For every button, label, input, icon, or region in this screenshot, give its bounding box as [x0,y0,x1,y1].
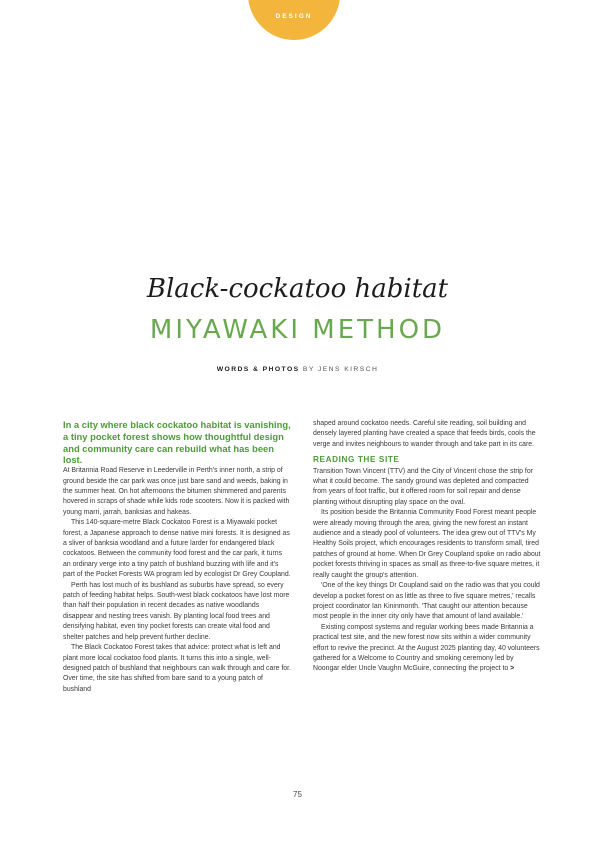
body-paragraph [313,623,541,675]
continue-arrow-icon: > [510,665,515,673]
page-number: 75 [293,790,302,799]
byline [0,366,595,373]
byline-author: BY JENS KIRSCH [302,366,379,373]
title-main: MIYAWAKI METHOD [149,315,446,345]
body-paragraph: This 140-square-metre Black Cockatoo Forest is a Miyawaki pocket forest, a Japanese approach to dense native mini forests. It is designed as a sliver of banksia woodland and a future larder for endangered black cockatoos. Between the community food forest and the car park, it turns an ordinary verge into a tiny patch of bushland buzzing with life and it's part of the Pocket Forests WA program led by ecologist Dr Grey Coupland. [63,519,291,579]
section-heading: READING THE SITE [313,455,400,465]
body-paragraph: The Black Cockatoo Forest takes that advice: protect what is left and plant more local cockatoo food plants. It turns this into a single, well-designed patch of bushland that neighbours can walk through and care for. Over time, the site has shifted from bare sand to a young patch of bushland [63,644,291,693]
title-script: Black-cockatoo habitat [146,274,449,304]
body-paragraph: 'One of the key things Dr Coupland said on the radio was that you could develop a pocket forest on as little as three to five square metres,' recalls project coordinator Ian Kininmonth. 'That caught our attention because most people in the inner city only have that amount of land available.' [313,582,540,621]
column-left [63,419,291,695]
body-paragraph: Perth has lost much of its bushland as suburbs have spread, so every patch of feeding habitat helps. South-west black cockatoos have lost more than half their population in recent decades as native woodlands disappear and nesting trees vanish. By planting local food trees and densifying habitat, even tiny pocket forests can create vital food and shelter patches and help prevent further decline. [63,581,290,641]
section-tab-circle [248,0,340,40]
body-paragraph: At Britannia Road Reserve in Leederville in Perth's inner north, a strip of ground beside the car park was once just bare sand and weeds, baking in the summer heat. On hot afternoons the bitumen shimmered and parents hovered in scraps of shade while kids rode scooters. Now it is packed with young marri, jarrah, banksias and hakeas. [63,467,290,516]
column-right [313,419,541,675]
body-paragraph-text: Existing compost systems and regular working bees made Britannia a practical test site, and the new forest now sits within a wider community effort to revive the precinct. At the August 2025 planting day, 40 volunteers gathered for a Welcome to Country and smoking ceremony led by Noongar elder Uncle Vaughn McGuire, connecting the project to [313,623,540,673]
byline-label: WORDS & PHOTOS [216,366,300,373]
body-paragraph: Its position beside the Britannia Community Food Forest meant people were already moving through the area, giving the new forest an instant audience and a steady pool of volunteers. The idea grew out of TTV's My Healthy Soils project, which encourages residents to transform small, tired patches of ground at home. When Dr Grey Coupland spoke on radio about pocket forests thriving in spaces as small as three-to-five square metres, it really caught the group's attention. [313,509,541,579]
lede: In a city where black cockatoo habitat is vanishing, a tiny pocket forest shows how thoughtful design and community care can rebuild what has been lost. [63,419,291,466]
section-tab-label: DESIGN [275,13,313,20]
body-paragraph: Transition Town Vincent (TTV) and the City of Vincent chose the strip for what it could become. The sandy ground was depleted and compacted from years of foot traffic, but it offered room for soil repair and dense planting without disrupting play space on the oval. [313,467,533,506]
body-paragraph: shaped around cockatoo needs. Careful site reading, soil building and densely layered planting have created a space that feeds birds, cools the verge and invites neighbours to wander through and take part in its care. [313,420,536,448]
